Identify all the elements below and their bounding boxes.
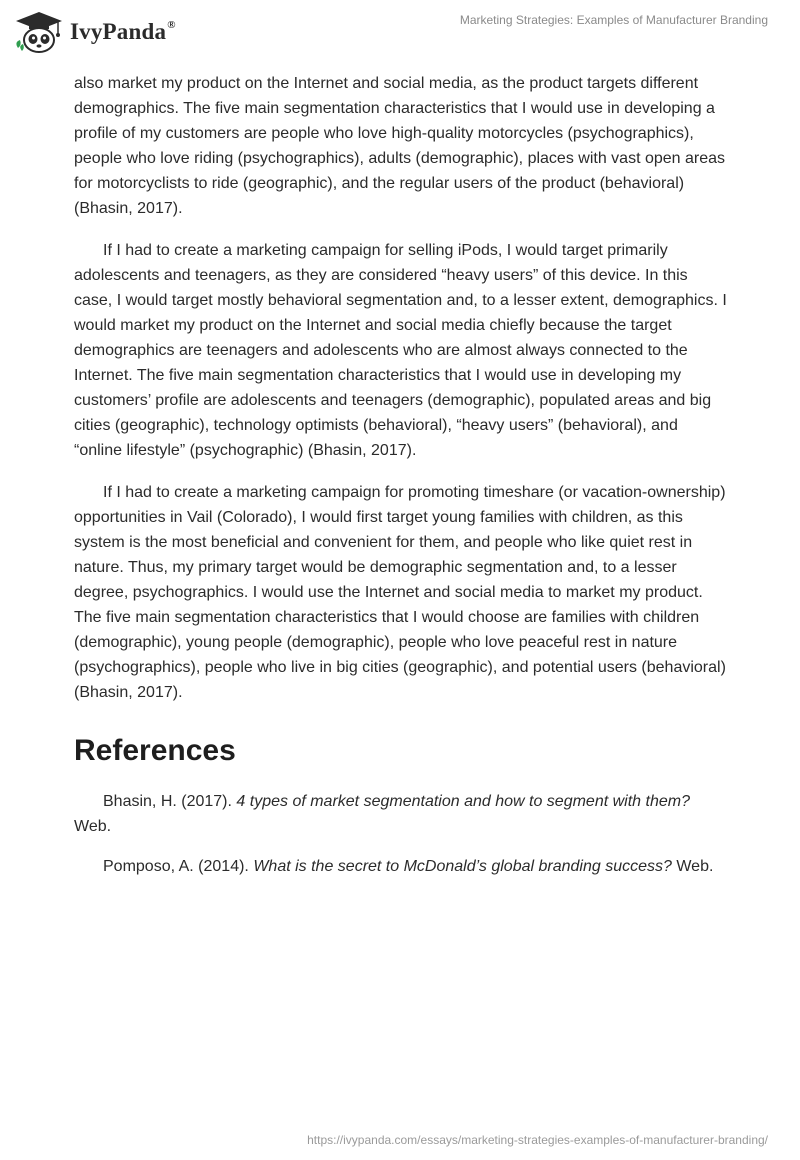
reference-title: What is the secret to McDonald’s global branding success?	[253, 858, 672, 875]
reference-item: Bhasin, H. (2017). 4 types of market segmentation and how to segment with them? Web.	[74, 793, 690, 835]
source-url-link[interactable]: https://ivypanda.com/essays/marketing-strategies-examples-of-manufacturer-branding/	[307, 1133, 768, 1147]
paragraph-continued: also market my product on the Internet and social media, as the product targets different demographics. The five main segmentation characteristics that I would use in developing a profile of my customers are people who love high-quality motorcycles (psychographics), people who love riding (psychographics), adults (demographic), places with vast open areas for motorcyclists to ride (geographic), and the regular users of the product (behavioral) (Bhasin, 2017).	[74, 75, 726, 217]
paragraph-ipods: If I had to create a marketing campaign for selling iPods, I would target primarily adolescents and teenagers, as they are considered “heavy users” of this device. In this case, I would target mostly behavioral segmentation and, to a lesser extent, demographics. I would market my product on the Internet and social media chiefly because the target demographics are teenagers and adolescents who are almost always connected to the Internet. The five main segmentation characteristics that I would use in developing my customers’ profile are adolescents and teenagers (demographic), populated areas and big cities (geographic), technology optimists (behavioral), “heavy users” (behavioral), and “online lifestyle” (psychographic) (Bhasin, 2017).	[74, 242, 727, 459]
reference-title: 4 types of market segmentation and how to segment with them?	[236, 793, 690, 810]
document-title: Marketing Strategies: Examples of Manufacturer Branding	[459, 13, 768, 27]
page-header	[0, 0, 800, 66]
brand-name: IvyPanda®	[70, 19, 176, 44]
paragraph-timeshare: If I had to create a marketing campaign for promoting timeshare (or vacation-ownership) opportunities in Vail (Colorado), I would first target young families with children, as this system is the most beneficial and convenient for them, and people who like quiet rest in nature. Thus, my primary target would be demographic segmentation and, to a lesser degree, psychographics. I would use the Internet and social media to market my product. The five main segmentation characteristics that I would choose are families with children (demographic), young people (demographic), people who love peaceful rest in nature (psychographics), people who live in big cities (geographic), and potential users (behavioral) (Bhasin, 2017).	[74, 484, 726, 701]
references-heading: References	[74, 734, 236, 767]
panda-graduate-icon	[14, 10, 64, 54]
essay-content	[74, 71, 728, 894]
brand-logo[interactable]	[14, 10, 176, 54]
reference-item: Pomposo, A. (2014). What is the secret to McDonald’s global branding success? Web.	[103, 858, 714, 875]
